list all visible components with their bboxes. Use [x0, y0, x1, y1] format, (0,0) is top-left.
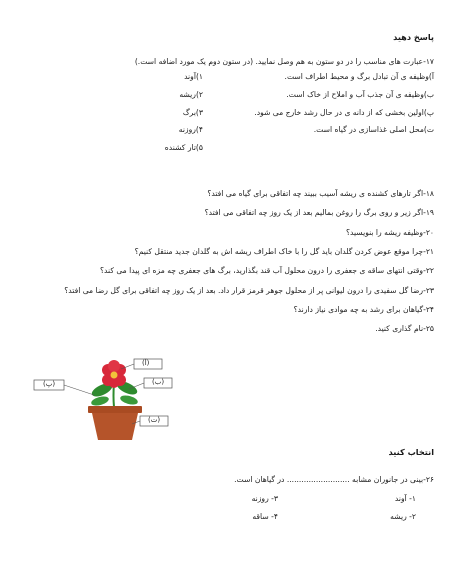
question-18: ۱۸-اگر تارهای کشنده ی ریشه آسیب ببیند چه اتفاقی برای گیاه می افتد؟: [207, 189, 434, 198]
q17-left-item: ب)وظیفه ی آن جذب آب و املاح از خاک است.: [286, 90, 434, 99]
question-24: ۲۴-گیاهان برای رشد به چه موادی نیاز دارند؟: [293, 305, 434, 314]
q17-right-item: ۵)تار کشنده: [164, 143, 203, 152]
question-23: ۲۳-رضا گل سفیدی را درون لیوانی پر از محلول جوهر قرمز قرار داد. بعد از یک روز چه اتفاقی برای گل رضا می افتد؟: [64, 286, 434, 295]
figure-label: (ب): [152, 378, 165, 386]
flower-pot-figure: [32, 352, 192, 442]
figure-label: (آ): [142, 359, 150, 367]
flower-pot-illustration: [32, 352, 192, 442]
q17-right-item: ۲)ریشه: [179, 90, 203, 99]
q26-option: ۱- آوند: [394, 494, 416, 503]
q17-left-item: ت)محل اصلی غذاسازی در گیاه است.: [313, 125, 434, 134]
q17-left-item: آ)وظیفه ی آن تبادل برگ و محیط اطراف است.: [284, 72, 434, 81]
question-20: ۲۰-وظیفه ریشه را بنویسید؟: [346, 228, 434, 237]
figure-label: (ت): [148, 416, 161, 424]
section-title-choose: انتخاب کنید: [388, 447, 434, 457]
q26-prompt: ۲۶-بینی در جانوران مشابه .......................... در گیاهان است.: [234, 475, 434, 484]
question-25: ۲۵-نام گذاری کنید.: [375, 324, 434, 333]
q17-left-item: پ)اولین بخشی که از دانه ی در حال رشد خارج می شود.: [254, 108, 434, 117]
section-title-answer: پاسخ دهید: [393, 32, 434, 42]
q17-prompt: ۱۷-عبارت های مناسب را در دو ستون به هم وصل نمایید. (در ستون دوم یک مورد اضافه است.): [134, 57, 434, 66]
q26-option: ۳- روزنه: [251, 494, 278, 503]
question-19: ۱۹-اگر زیر و روی برگ را روغن بمالیم بعد از یک روز چه اتفاقی می افتد؟: [204, 208, 434, 217]
question-22: ۲۲-وقتی انتهای ساقه ی جعفری را درون محلول آب قند بگذارید، برگ های جعفری چه مزه ای پیدا می کند؟: [100, 266, 434, 275]
q26-option: ۴- ساقه: [252, 512, 278, 521]
q26-option: ۲- ریشه: [390, 512, 416, 521]
q17-right-item: ۱)آوند: [184, 72, 203, 81]
figure-label: (پ): [43, 380, 56, 388]
question-21: ۲۱-چرا موقع عوض کردن گلدان باید گل را با خاک اطراف ریشه اش به گلدان جدید منتقل کنیم؟: [134, 247, 434, 256]
q17-right-item: ۴)روزنه: [178, 125, 203, 134]
q17-right-item: ۳)برگ: [182, 108, 203, 117]
